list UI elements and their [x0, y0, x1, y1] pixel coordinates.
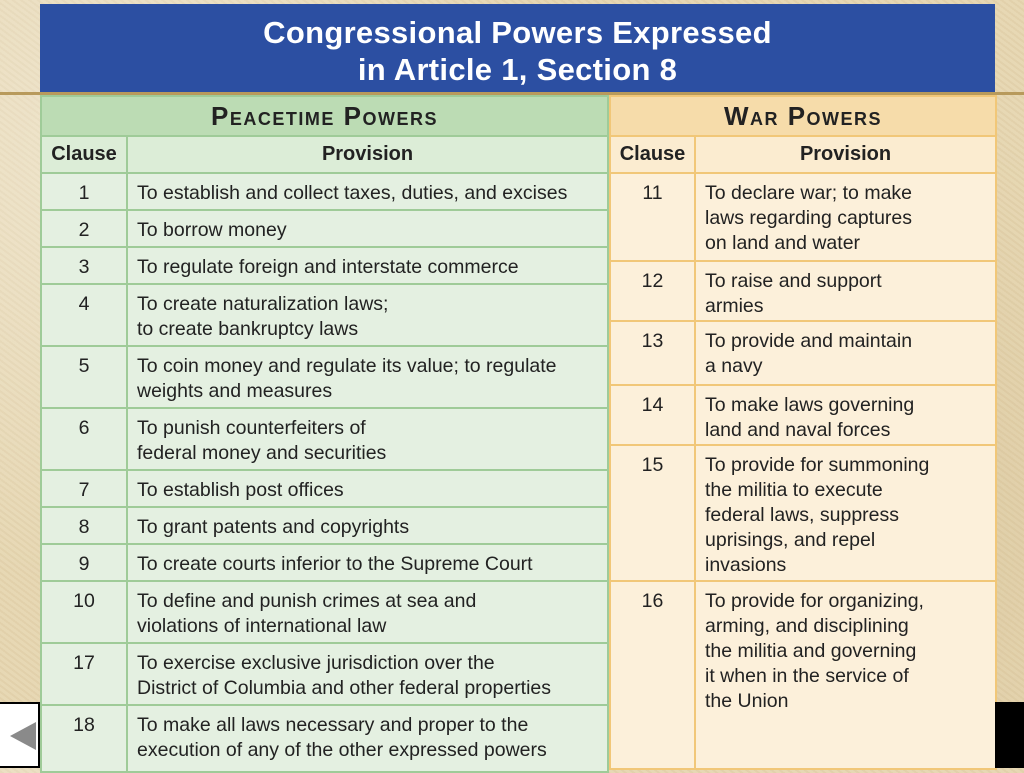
title-banner: [40, 4, 995, 92]
war-column-headers: [610, 136, 996, 173]
provision-text: To make laws governing land and naval forces: [695, 385, 996, 445]
provision-text: To create courts inferior to the Supreme Court: [127, 544, 608, 581]
war-powers-table: [609, 95, 997, 770]
provision-text: To make all laws necessary and proper to the execution of any of the other expressed powers: [127, 705, 608, 772]
table-row: [610, 445, 996, 581]
clause-number: 12: [610, 261, 695, 321]
provision-column-header: Provision: [127, 136, 608, 173]
peacetime-powers-table: [40, 95, 609, 773]
provision-text: To grant patents and copyrights: [127, 507, 608, 544]
table-row: [41, 408, 608, 470]
table-row: [610, 581, 996, 769]
back-nav-button[interactable]: [0, 702, 40, 768]
provision-text: To provide and maintain a navy: [695, 321, 996, 385]
provision-text: To raise and support armies: [695, 261, 996, 321]
clause-column-header: Clause: [610, 136, 695, 173]
table-row: [41, 173, 608, 210]
clause-number: 9: [41, 544, 127, 581]
table-row: [41, 210, 608, 247]
clause-number: 16: [610, 581, 695, 769]
table-row: [610, 261, 996, 321]
peacetime-heading: Peacetime Powers: [41, 96, 608, 136]
clause-number: 1: [41, 173, 127, 210]
table-row: [41, 643, 608, 705]
provision-text: To coin money and regulate its value; to regulate weights and measures: [127, 346, 608, 408]
provision-text: To create naturalization laws; to create bankruptcy laws: [127, 284, 608, 346]
war-heading: War Powers: [610, 96, 996, 136]
next-nav-area[interactable]: [995, 702, 1024, 768]
clause-number: 13: [610, 321, 695, 385]
provision-text: To provide for organizing, arming, and disciplining the militia and governing it when in the service of the Union: [695, 581, 996, 769]
table-row: [41, 284, 608, 346]
table-row: [610, 321, 996, 385]
peacetime-heading-row: [41, 96, 608, 136]
title-line: in Article 1, Section 8: [357, 52, 678, 87]
provision-text: To exercise exclusive jurisdiction over the District of Columbia and other federal properties: [127, 643, 608, 705]
table-row: [41, 507, 608, 544]
provision-text: To provide for summoning the militia to execute federal laws, suppress uprisings, and repel invasions: [695, 445, 996, 581]
table-row: [41, 346, 608, 408]
provision-text: To define and punish crimes at sea and violations of international law: [127, 581, 608, 643]
war-heading-row: [610, 96, 996, 136]
clause-number: 11: [610, 173, 695, 261]
clause-number: 5: [41, 346, 127, 408]
back-arrow-icon: [10, 722, 36, 750]
table-row: [610, 385, 996, 445]
provision-text: To regulate foreign and interstate commerce: [127, 247, 608, 284]
provision-text: To punish counterfeiters of federal money and securities: [127, 408, 608, 470]
clause-number: 7: [41, 470, 127, 507]
provision-text: To borrow money: [127, 210, 608, 247]
clause-number: 14: [610, 385, 695, 445]
provision-text: To declare war; to make laws regarding captures on land and water: [695, 173, 996, 261]
clause-number: 2: [41, 210, 127, 247]
title-line: Congressional Powers Expressed: [263, 15, 772, 50]
peacetime-column-headers: [41, 136, 608, 173]
table-row: [41, 705, 608, 772]
clause-column-header: Clause: [41, 136, 127, 173]
clause-number: 8: [41, 507, 127, 544]
table-row: [41, 470, 608, 507]
provision-text: To establish post offices: [127, 470, 608, 507]
provision-text: To establish and collect taxes, duties, and excises: [127, 173, 608, 210]
clause-number: 6: [41, 408, 127, 470]
table-row: [41, 581, 608, 643]
clause-number: 17: [41, 643, 127, 705]
clause-number: 18: [41, 705, 127, 772]
clause-number: 4: [41, 284, 127, 346]
table-row: [41, 247, 608, 284]
table-row: [610, 173, 996, 261]
table-row: [41, 544, 608, 581]
clause-number: 15: [610, 445, 695, 581]
provision-column-header: Provision: [695, 136, 996, 173]
clause-number: 10: [41, 581, 127, 643]
clause-number: 3: [41, 247, 127, 284]
